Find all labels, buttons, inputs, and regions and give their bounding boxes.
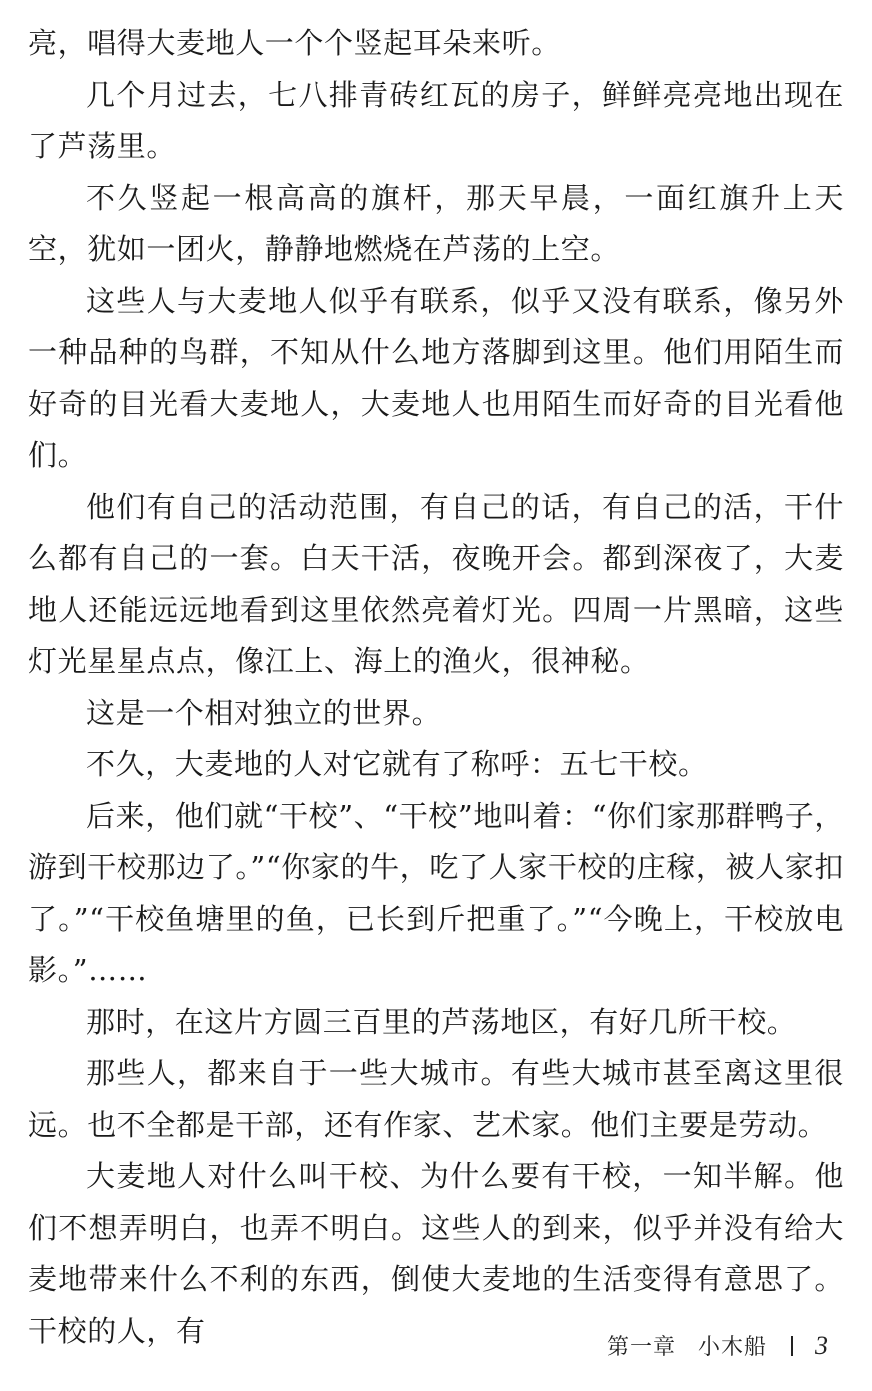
paragraph-9: 那时，在这片方圆三百里的芦荡地区，有好几所干校。: [86, 1004, 797, 1039]
page-number: 3: [815, 1331, 828, 1360]
footer-chapter-label: 第一章: [606, 1335, 676, 1360]
paragraph-3: 不久竖起一根高高的旗杆，那天早晨，一面红旗升上天空，犹如一团火，静静地燃烧在芦荡的上空。: [28, 180, 844, 266]
paragraph-1: 亮，唱得大麦地人一个个竖起耳朵来听。: [28, 26, 561, 60]
paragraph-11: 大麦地人对什么叫干校、为什么要有干校，一知半解。他们不想弄明白，也弄不明白。这些人的到来，似乎并没有给大麦地带来什么不利的东西，倒使大麦地的生活变得有意思了。干校的人，有: [28, 1159, 844, 1348]
paragraph-8: 后来，他们就“干校”、“干校”地叫着：“你们家那群鸭子，游到干校那边了。”“你家的牛，吃了人家干校的庄稼，被人家扣了。”“干校鱼塘里的鱼，已长到斤把重了。”“今晚上，干校放电影。”……: [28, 798, 844, 987]
paragraph-10: 那些人，都来自于一些大城市。有些大城市甚至离这里很远。也不全都是干部，还有作家、艺术家。他们主要是劳动。: [28, 1056, 844, 1142]
paragraph-7: 不久，大麦地的人对它就有了称呼：五七干校。: [86, 747, 708, 781]
paragraph-4: 这些人与大麦地人似乎有联系，似乎又没有联系，像另外一种品种的鸟群，不知从什么地方落脚到这里。他们用陌生而好奇的目光看大麦地人，大麦地人也用陌生而好奇的目光看他们。: [28, 283, 844, 472]
footer-chapter-title: 小木船: [697, 1335, 767, 1360]
page-footer: [607, 1330, 828, 1361]
paragraph-6: 这是一个相对独立的世界。: [86, 695, 442, 730]
paragraph-2: 几个月过去，七八排青砖红瓦的房子，鲜鲜亮亮地出现在了芦荡里。: [28, 77, 844, 163]
page-body: [28, 18, 844, 1357]
paragraph-5: 他们有自己的活动范围，有自己的话，有自己的活，干什么都有自己的一套。白天干活，夜晚开会。都到深夜了，大麦地人还能远远地看到这里依然亮着灯光。四周一片黑暗，这些灯光星星点点，像江上、海上的渔火，很神秘。: [28, 489, 844, 678]
footer-divider: [791, 1336, 793, 1356]
